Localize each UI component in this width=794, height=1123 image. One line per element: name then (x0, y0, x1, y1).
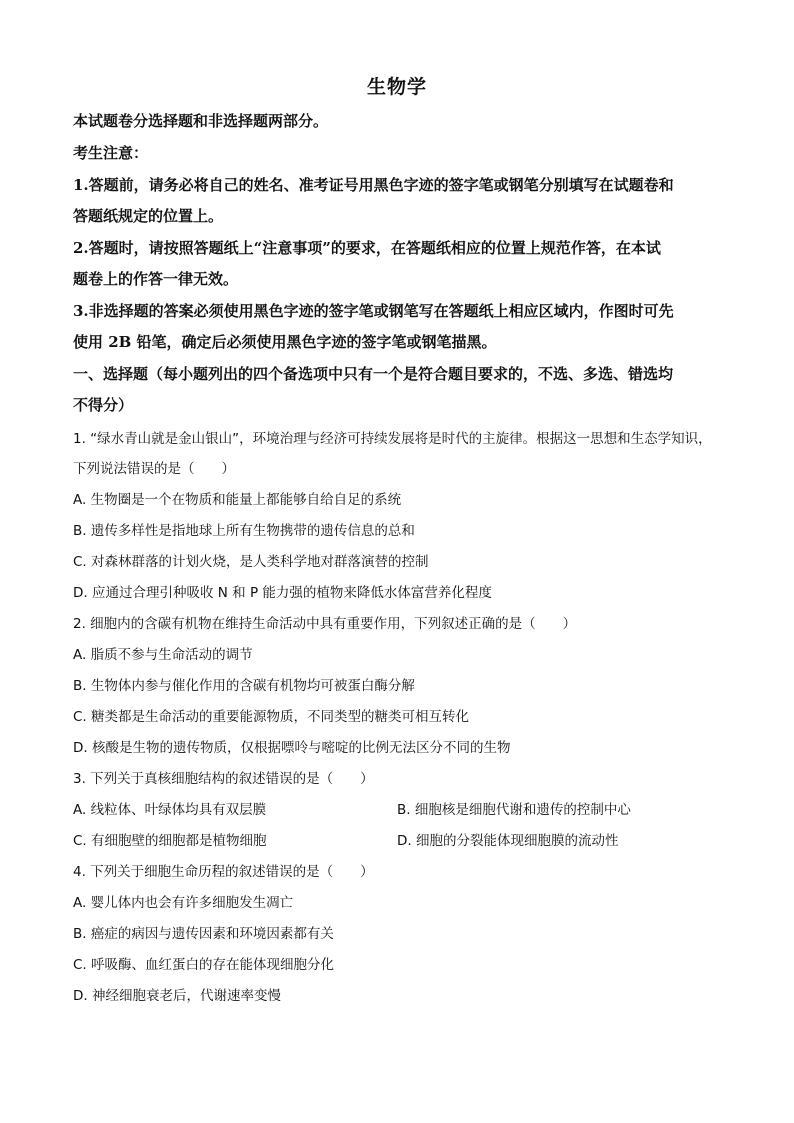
question-1-option-b: B. 遗传多样性是指地球上所有生物携带的遗传信息的总和 (73, 523, 415, 539)
question-1-stem-line2: 下列说法错误的是（ ） (73, 461, 235, 477)
page-title: 生物学 (366, 76, 427, 98)
question-2-stem: 2. 细胞内的含碳有机物在维持生命活动中具有重要作用，下列叙述正确的是（ ） (73, 616, 577, 632)
notice-1-line2: 答题纸规定的位置上。 (73, 207, 224, 225)
section-heading-line1: 一、选择题（每小题列出的四个备选项中只有一个是符合题目要求的，不选、多选、错选均 (73, 365, 674, 383)
question-1-option-a: A. 生物圈是一个在物质和能量上都能够自给自足的系统 (73, 492, 402, 508)
notice-heading: 考生注意： (73, 144, 149, 162)
intro-text: 本试题卷分选择题和非选择题两部分。 (73, 112, 329, 130)
section-heading-line2: 不得分） (73, 396, 134, 414)
question-4-option-c: C. 呼吸酶、血红蛋白的存在能体现细胞分化 (73, 957, 335, 973)
question-3-option-d: D. 细胞的分裂能体现细胞膜的流动性 (397, 833, 619, 849)
question-2-option-a: A. 脂质不参与生命活动的调节 (73, 647, 253, 663)
question-4-option-d: D. 神经细胞衰老后，代谢速率变慢 (73, 988, 281, 1004)
notice-3-line1: 3.非选择题的答案必须使用黑色字迹的签字笔或钢笔写在答题纸上相应区域内，作图时可先 (73, 302, 674, 320)
question-4-option-a: A. 婴儿体内也会有许多细胞发生凋亡 (73, 895, 294, 911)
question-3-option-b: B. 细胞核是细胞代谢和遗传的控制中心 (397, 802, 631, 818)
notice-2-line2: 题卷上的作答一律无效。 (73, 270, 239, 288)
question-3-option-a: A. 线粒体、叶绿体均具有双层膜 (73, 802, 267, 818)
question-1-option-c: C. 对森林群落的计划火烧，是人类科学地对群落演替的控制 (73, 554, 429, 570)
question-2-option-d: D. 核酸是生物的遗传物质，仅根据嘌呤与嘧啶的比例无法区分不同的生物 (73, 740, 511, 756)
question-4-stem: 4. 下列关于细胞生命历程的叙述错误的是（ ） (73, 864, 374, 880)
question-2-option-c: C. 糖类都是生命活动的重要能源物质，不同类型的糖类可相互转化 (73, 709, 470, 725)
question-3-option-c: C. 有细胞壁的细胞都是植物细胞 (73, 833, 267, 849)
notice-1-line1: 1.答题前，请务必将自己的姓名、准考证号用黑色字迹的签字笔或钢笔分别填写在试题卷和 (73, 176, 674, 194)
question-4-option-b: B. 癌症的病因与遗传因素和环境因素都有关 (73, 926, 334, 942)
question-3-stem: 3. 下列关于真核细胞结构的叙述错误的是（ ） (73, 771, 374, 787)
question-1-stem-line1: 1. “绿水青山就是金山银山”，环境治理与经济可持续发展将是时代的主旋律。根据这一思想和生态学知识， (73, 431, 712, 447)
question-1-option-d: D. 应通过合理引种吸收 N 和 P 能力强的植物来降低水体富营养化程度 (73, 585, 492, 601)
notice-2-line1: 2.答题时，请按照答题纸上“注意事项”的要求，在答题纸相应的位置上规范作答，在本试 (73, 239, 661, 257)
notice-3-line2: 使用 2B 铅笔，确定后必须使用黑色字迹的签字笔或钢笔描黑。 (73, 333, 497, 351)
question-2-option-b: B. 生物体内参与催化作用的含碳有机物均可被蛋白酶分解 (73, 678, 415, 694)
